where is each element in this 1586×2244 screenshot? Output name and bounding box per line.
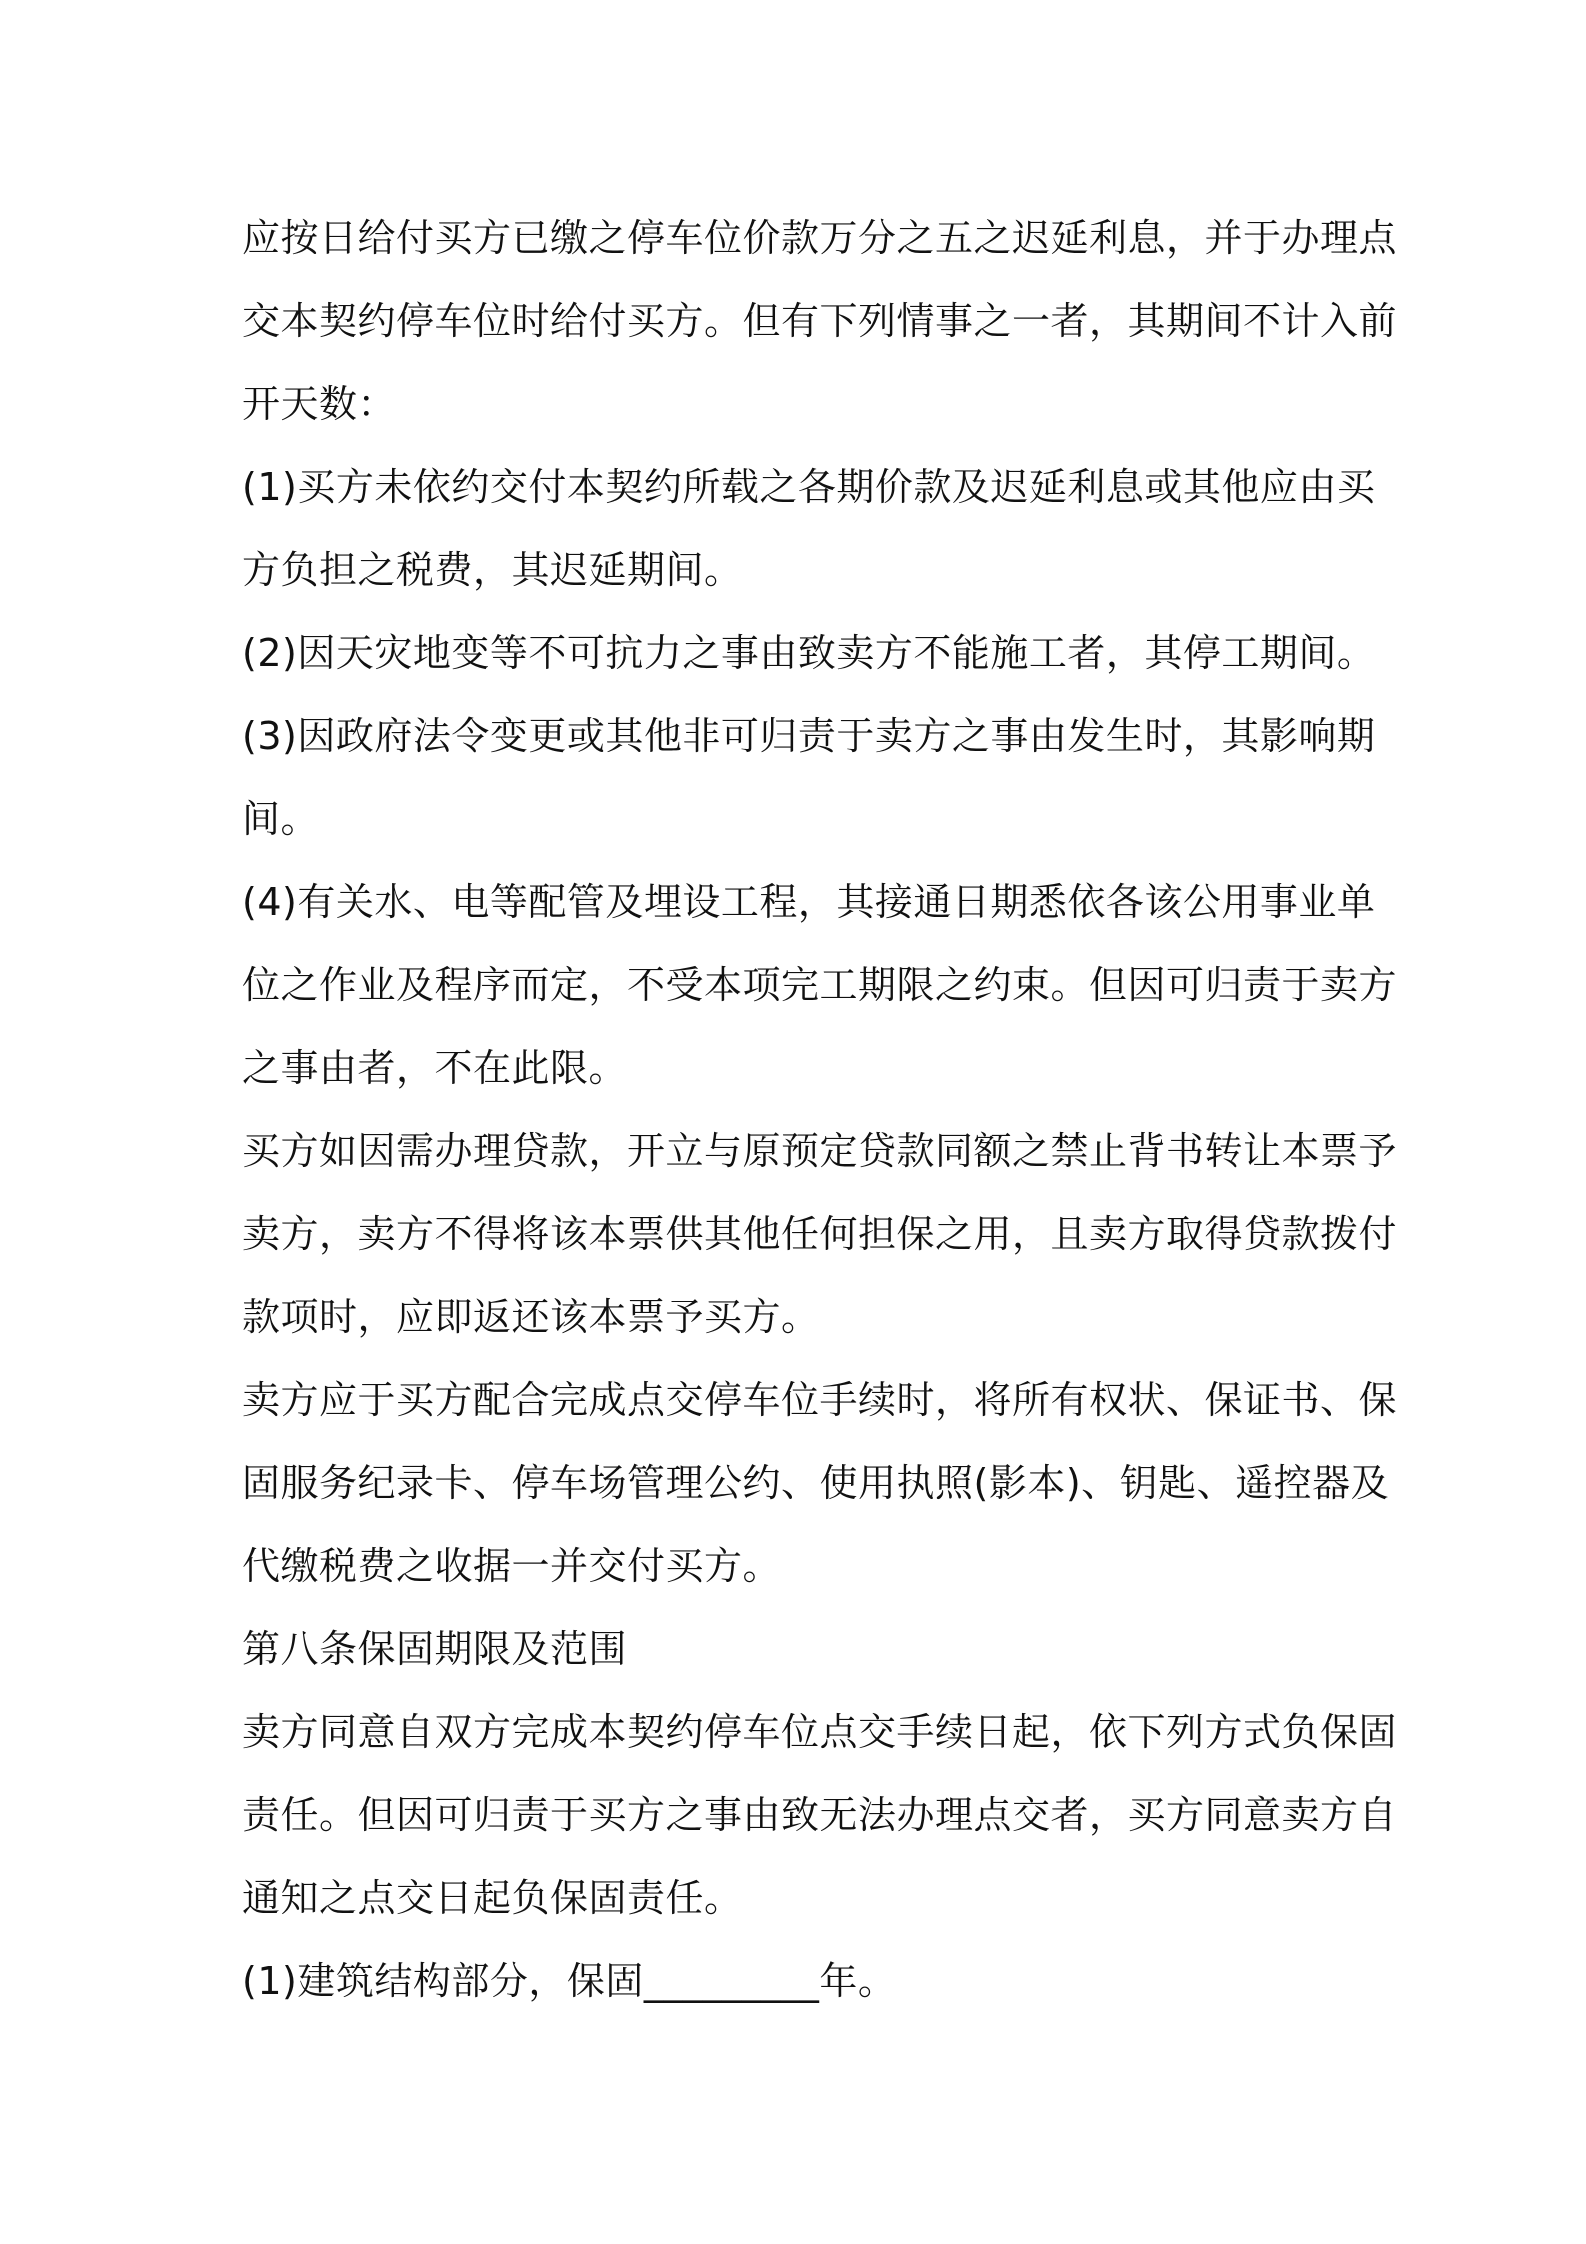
text-line: 代缴税费之收据一并交付买方。	[242, 1544, 782, 1588]
text-line: 固服务纪录卡、停车场管理公约、使用执照(影本)、钥匙、遥控器及	[242, 1461, 1390, 1505]
text-line: 买方如因需办理贷款，开立与原预定贷款同额之禁止背书转让本票予	[242, 1129, 1398, 1173]
text-line: (1)买方未依约交付本契约所载之各期价款及迟延利息或其他应由买	[242, 465, 1376, 509]
text-line: 应按日给付买方已缴之停车位价款万分之五之迟延利息，并于办理点	[242, 216, 1398, 260]
section-heading: 第八条保固期限及范围	[242, 1627, 628, 1671]
text-line: 方负担之税费，其迟延期间。	[242, 548, 743, 592]
text-line: 款项时，应即返还该本票予买方。	[242, 1295, 820, 1339]
text-line: 责任。但因可归责于买方之事由致无法办理点交者，买方同意卖方自	[242, 1793, 1398, 1837]
text-line: (3)因政府法令变更或其他非可归责于卖方之事由发生时，其影响期	[242, 714, 1376, 758]
document-body	[242, 197, 1398, 2023]
text-line: 卖方同意自双方完成本契约停车位点交手续日起，依下列方式负保固	[242, 1710, 1398, 1754]
text-line: 卖方应于买方配合完成点交停车位手续时，将所有权状、保证书、保	[242, 1378, 1398, 1422]
text-line: 间。	[242, 797, 320, 841]
text-line: (4)有关水、电等配管及埋设工程，其接通日期悉依各该公用事业单	[242, 880, 1376, 924]
text-line: 卖方，卖方不得将该本票供其他任何担保之用，且卖方取得贷款拨付	[242, 1212, 1398, 1256]
text-line: 开天数：	[242, 382, 397, 426]
text-line: 交本契约停车位时给付买方。但有下列情事之一者，其期间不计入前	[242, 299, 1398, 343]
text-line: 通知之点交日起负保固责任。	[242, 1876, 743, 1920]
text-line: (1)建筑结构部分，保固_________年。	[242, 1959, 897, 2003]
text-line: 之事由者，不在此限。	[242, 1046, 628, 1090]
text-line: (2)因天灾地变等不可抗力之事由致卖方不能施工者，其停工期间。	[242, 631, 1376, 675]
text-line: 位之作业及程序而定，不受本项完工期限之约束。但因可归责于卖方	[242, 963, 1398, 1007]
